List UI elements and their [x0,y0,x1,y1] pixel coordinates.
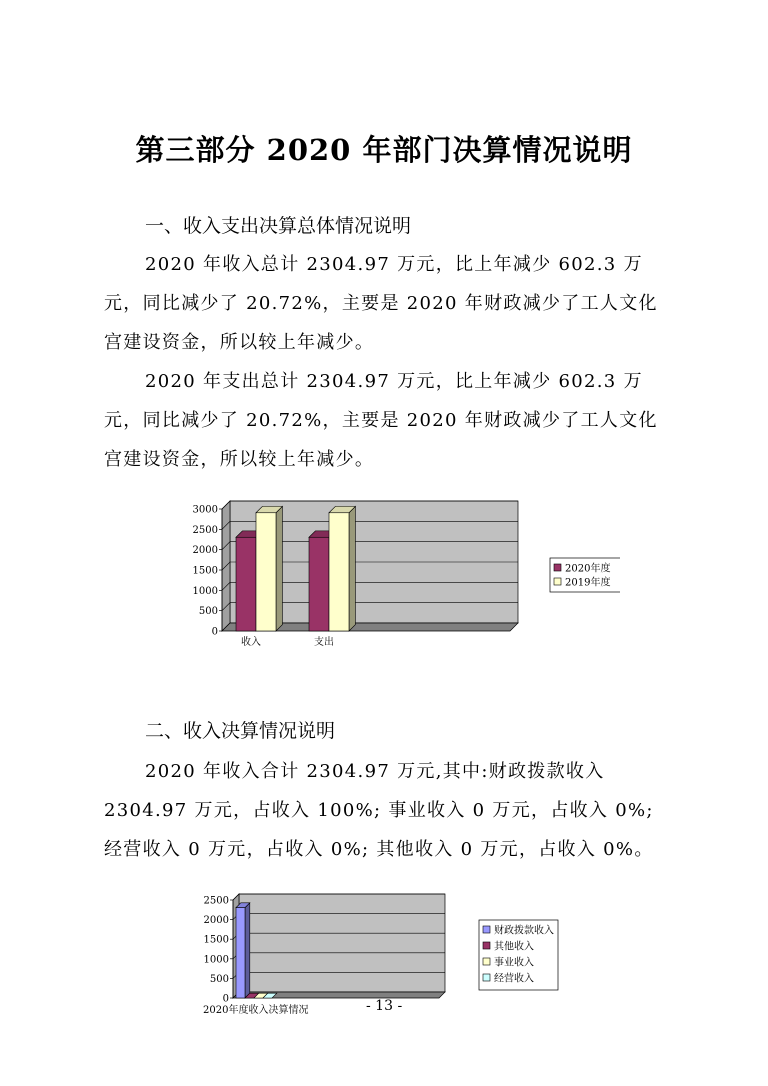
y-tick-label: 2500 [203,895,229,907]
legend-swatch [554,564,561,571]
bar-2020年度-支出 [309,537,329,631]
y-tick-label: 2500 [192,524,218,536]
chart-caption: 2020年度收入决算情况 [203,1005,309,1016]
y-tick-label: 500 [209,973,229,985]
legend-label: 其他收入 [494,941,534,953]
paragraph-income-breakdown: 2020 年收入合计 2304.97 万元,其中:财政拨款收入 2304.97 万元，占收入 100%; 事业收入 0 万元，占收入 0%; 经营收入 0 万元，占收入 0%; 其他收入 0 万元，占收入 0%。 [104,761,654,860]
income-expense-chart [190,495,620,655]
bar-2019年度-收入-side [276,506,282,631]
plot-back-wall [239,894,445,992]
y-tick-label: 1000 [203,954,229,966]
bar-财政拨款收入-total [236,908,245,998]
y-tick-label: 3000 [192,504,218,516]
legend-label: 2020年度 [565,563,611,575]
y-tick-label: 1500 [203,934,229,946]
bar-2019年度-支出 [329,513,349,631]
y-tick-label: 2000 [203,915,229,927]
x-tick-label: 支出 [314,637,334,648]
legend-label: 事业收入 [494,957,534,969]
page-number: - 13 - [366,998,403,1014]
page-title: 第三部分 2020 年部门决算情况说明 [135,133,633,167]
paragraph-expense-total: 2020 年支出总计 2304.97 万元，比上年减少 602.3 万元，同比减少了 20.72%，主要是 2020 年财政减少了工人文化宫建设资金，所以较上年减少。 [104,371,658,470]
legend-swatch [554,578,561,585]
paragraph-income-total: 2020 年收入总计 2304.97 万元，比上年减少 602.3 万元，同比减少了 20.72%，主要是 2020 年财政减少了工人文化宫建设资金，所以较上年减少。 [104,254,658,353]
legend-label: 财政拨款收入 [494,925,554,937]
y-tick-label: 2000 [192,545,218,557]
bar-2019年度-收入 [256,513,276,631]
legend-swatch [483,974,490,981]
legend-label: 2019年度 [565,577,611,589]
income-breakdown-chart [195,888,575,1003]
y-tick-label: 1500 [192,565,218,577]
y-tick-label: 1000 [192,585,218,597]
legend-swatch [483,926,490,933]
legend-swatch [483,942,490,949]
y-tick-label: 500 [198,606,218,618]
x-tick-label: 收入 [241,637,261,648]
bar-财政拨款收入-total-side [245,903,250,998]
section-heading-1: 一、收入支出决算总体情况说明 [145,215,412,237]
section-heading-2: 二、收入决算情况说明 [145,720,336,742]
bar-2020年度-收入 [236,537,256,631]
y-tick-label: 0 [222,993,229,1003]
legend-swatch [483,958,490,965]
legend-label: 经营收入 [494,973,534,985]
y-tick-label: 0 [211,626,218,638]
bar-2019年度-支出-side [349,506,355,631]
